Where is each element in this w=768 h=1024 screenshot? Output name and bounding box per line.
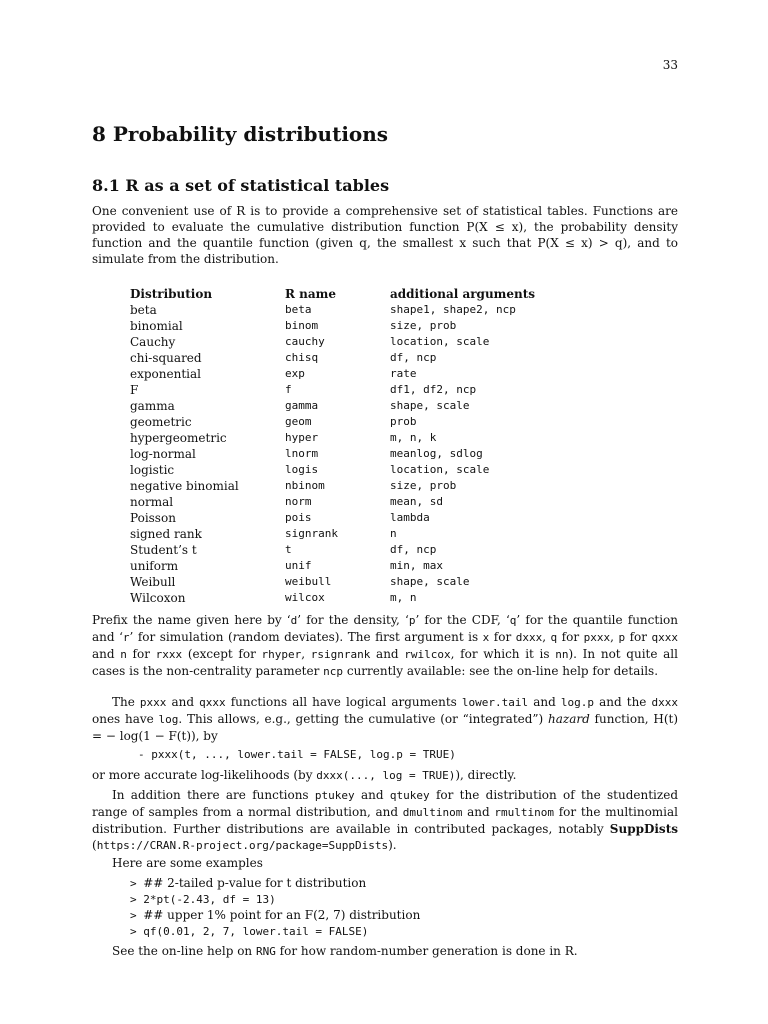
cell-distribution: log-normal xyxy=(130,447,196,461)
cell-arguments: location, scale xyxy=(390,463,490,476)
cell-distribution: geometric xyxy=(130,415,192,429)
examples-intro: Here are some examples xyxy=(112,856,263,870)
example-prompt: > xyxy=(130,909,144,922)
table-row xyxy=(130,590,590,606)
cell-arguments: df, ncp xyxy=(390,543,437,556)
cell-r-name: lnorm xyxy=(285,447,319,460)
cell-arguments: lambda xyxy=(390,511,430,524)
example-line xyxy=(130,892,276,906)
table-row xyxy=(130,542,590,558)
table-row xyxy=(130,446,590,462)
example-text: 2*pt(-2.43, df = 13) xyxy=(143,893,276,906)
header-distribution: Distribution xyxy=(130,287,213,301)
table-row xyxy=(130,366,590,382)
table-row xyxy=(130,430,590,446)
cell-distribution: Wilcoxon xyxy=(130,591,186,605)
cell-arguments: shape, scale xyxy=(390,399,470,412)
cell-r-name: t xyxy=(285,543,292,556)
cell-distribution: Student’s t xyxy=(130,543,197,557)
page-number: 33 xyxy=(662,58,678,72)
cell-arguments: mean, sd xyxy=(390,495,443,508)
cell-distribution: beta xyxy=(130,303,157,317)
cell-r-name: binom xyxy=(285,319,319,332)
cell-r-name: geom xyxy=(285,415,312,428)
example-text: ## upper 1% point for an F(2, 7) distribution xyxy=(143,908,421,922)
cell-distribution: negative binomial xyxy=(130,479,239,493)
cell-r-name: beta xyxy=(285,303,312,316)
cell-distribution: Weibull xyxy=(130,575,176,589)
cell-arguments: prob xyxy=(390,415,417,428)
table-row xyxy=(130,494,590,510)
cell-r-name: norm xyxy=(285,495,312,508)
cell-r-name: pois xyxy=(285,511,312,524)
cell-r-name: exp xyxy=(285,367,305,380)
cell-r-name: cauchy xyxy=(285,335,325,348)
cell-arguments: m, n xyxy=(390,591,417,604)
example-text: ## 2-tailed p-value for t distribution xyxy=(143,876,367,890)
cell-distribution: signed rank xyxy=(130,527,202,541)
example-line xyxy=(130,924,368,938)
cell-distribution: normal xyxy=(130,495,174,509)
distribution-table xyxy=(130,286,590,606)
cell-distribution: uniform xyxy=(130,559,179,573)
cell-r-name: gamma xyxy=(285,399,319,412)
cell-distribution: gamma xyxy=(130,399,175,413)
rng-paragraph: See the on-line help on RNG for how random-number generation is done in R. xyxy=(112,944,578,958)
cell-distribution: hypergeometric xyxy=(130,431,227,445)
cell-r-name: f xyxy=(285,383,292,396)
cell-r-name: unif xyxy=(285,559,312,572)
additional-distributions-paragraph: In addition there are functions ptukey and qtukey for the distribution of the studentized range of samples from a normal distribution, and dmultinom and rmultinom for the multinomial distribution. Further distributions are available in contributed packages, notably SuppDists (https://CRAN.R-project.org/package=SuppDists). xyxy=(92,788,678,852)
table-row xyxy=(130,510,590,526)
cell-arguments: shape1, shape2, ncp xyxy=(390,303,516,316)
table-row xyxy=(130,350,590,366)
table-row xyxy=(130,414,590,430)
section-title: 8 Probability distributions xyxy=(92,122,389,146)
cell-arguments: size, prob xyxy=(390,319,457,332)
cell-distribution: Cauchy xyxy=(130,335,176,349)
cell-distribution: binomial xyxy=(130,319,183,333)
cell-arguments: m, n, k xyxy=(390,431,437,444)
intro-paragraph: One convenient use of R is to provide a comprehensive set of statistical tables. Functions are provided to evaluate the cumulative distribution function P(X ≤ x), the probability density function and the quantile function (given q, the smallest x such that P(X ≤ x) > q), and to simulate from the distribution. xyxy=(92,204,678,266)
log-arguments-paragraph: The pxxx and qxxx functions all have logical arguments lower.tail and log.p and the dxxx ones have log. This allows, e.g., getting the cumulative (or “integrated”) hazard function, H(t) = − log(1 − F(t)), by xyxy=(92,695,679,743)
example-prompt: > xyxy=(130,877,144,890)
cell-arguments: n xyxy=(390,527,397,540)
header-r-name: R name xyxy=(285,287,336,301)
cell-distribution: chi-squared xyxy=(130,351,202,365)
table-row xyxy=(130,574,590,590)
cell-r-name: weibull xyxy=(285,575,332,588)
cell-r-name: hyper xyxy=(285,431,319,444)
cell-distribution: F xyxy=(130,383,139,397)
cell-arguments: location, scale xyxy=(390,335,490,348)
subsection-title: 8.1 R as a set of statistical tables xyxy=(92,176,390,195)
cell-r-name: signrank xyxy=(285,527,338,540)
example-prompt: > xyxy=(130,925,144,938)
cell-r-name: wilcox xyxy=(285,591,325,604)
cell-arguments: shape, scale xyxy=(390,575,470,588)
hazard-code: - pxxx(t, ..., lower.tail = FALSE, log.p = TRUE) xyxy=(138,748,456,761)
table-row xyxy=(130,302,590,318)
cell-distribution: exponential xyxy=(130,367,201,381)
table-row xyxy=(130,334,590,350)
table-row xyxy=(130,526,590,542)
cell-arguments: df, ncp xyxy=(390,351,437,364)
table-row xyxy=(130,382,590,398)
example-text: qf(0.01, 2, 7, lower.tail = FALSE) xyxy=(143,925,369,938)
table-row xyxy=(130,558,590,574)
cell-r-name: logis xyxy=(285,463,319,476)
prefix-paragraph: Prefix the name given here by ‘d’ for the density, ‘p’ for the CDF, ‘q’ for the quantile function and ‘r’ for simulation (random deviates). The first argument is x for dxxx, q for pxxx, p for qxxx and n for rxxx (except for rhyper, rsignrank and rwilcox, for which it is nn). In not quite all cases is the non-centrality parameter ncp currently available: see the on-line help for details. xyxy=(92,613,678,678)
table-header-row xyxy=(130,286,590,302)
example-prompt: > xyxy=(130,893,144,906)
cell-distribution: Poisson xyxy=(130,511,176,525)
table-row xyxy=(130,478,590,494)
cell-arguments: rate xyxy=(390,367,417,380)
cell-r-name: nbinom xyxy=(285,479,325,492)
header-additional-arguments: additional arguments xyxy=(390,287,536,301)
table-row xyxy=(130,462,590,478)
table-row xyxy=(130,398,590,414)
loglik-paragraph: or more accurate log-likelihoods (by dxxx(..., log = TRUE)), directly. xyxy=(92,768,517,782)
example-line xyxy=(130,876,366,890)
cell-r-name: chisq xyxy=(285,351,319,364)
cell-arguments: size, prob xyxy=(390,479,457,492)
cell-arguments: df1, df2, ncp xyxy=(390,383,477,396)
table-row xyxy=(130,318,590,334)
cell-distribution: logistic xyxy=(130,463,175,477)
cell-arguments: min, max xyxy=(390,559,443,572)
example-line xyxy=(130,908,420,922)
cell-arguments: meanlog, sdlog xyxy=(390,447,483,460)
